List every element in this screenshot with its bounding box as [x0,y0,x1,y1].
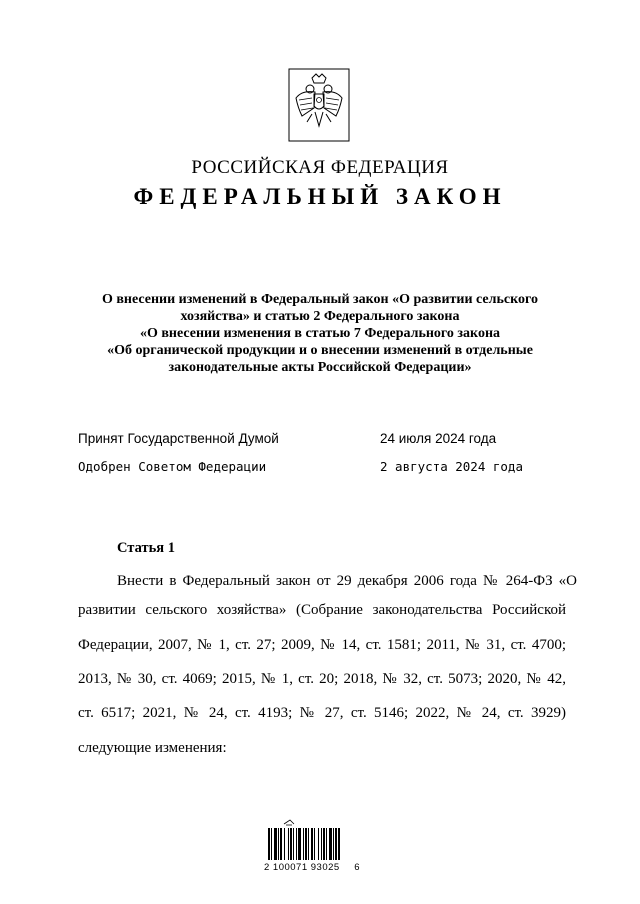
article-text-line: 2013, № 30, ст. 4069; 2015, № 1, ст. 20; 2018, № 32, ст. 5073; 2020, № 42, [78,671,566,687]
barcode-number [264,862,368,873]
council-approval-date: 2 августа 2024 года [380,459,523,474]
duma-adoption-date: 24 июля 2024 года [380,431,497,446]
title-line: хозяйства» и статью 2 Федерального закона [180,309,460,324]
article-text-line: развитии сельского хозяйства» (Собрание законодательства Российской [78,602,566,618]
council-approval-label: Одобрен Советом Федерации [78,459,267,474]
title-line: «Об органической продукции и о внесении изменений в отдельные [107,343,533,358]
article-text-line: следующие изменения: [78,740,227,756]
article-text-line: ст. 6517; 2021, № 24, ст. 4193; № 27, ст. 5146; 2022, № 24, ст. 3929) [78,705,566,721]
article-text-line: Федерации, 2007, № 1, ст. 27; 2009, № 14, ст. 1581; 2011, № 31, ст. 4700; [78,637,566,653]
article-heading: Статья 1 [117,540,175,556]
duma-adoption-row [78,431,578,451]
title-line: «О внесении изменения в статью 7 Федерального закона [139,326,501,341]
council-approval-row [78,459,578,479]
country-heading: РОССИЙСКАЯ ФЕДЕРАЦИЯ [191,157,449,178]
barcode-number-check: 6 [354,862,360,873]
document-type-heading: ФЕДЕРАЛЬНЫЙ ЗАКОН [133,184,507,209]
coat-of-arms-icon [288,68,350,142]
article-text-line: Внести в Федеральный закон от 29 декабря 2006 года № 264-ФЗ «О [117,573,577,589]
law-title [60,291,580,376]
duma-adoption-label: Принят Государственной Думой [78,431,279,446]
barcode-number-main: 2 100071 93025 [264,862,340,873]
title-line: О внесении изменений в Федеральный закон «О развитии сельского [101,292,539,307]
title-line: законодательные акты Российской Федерации» [168,360,472,375]
